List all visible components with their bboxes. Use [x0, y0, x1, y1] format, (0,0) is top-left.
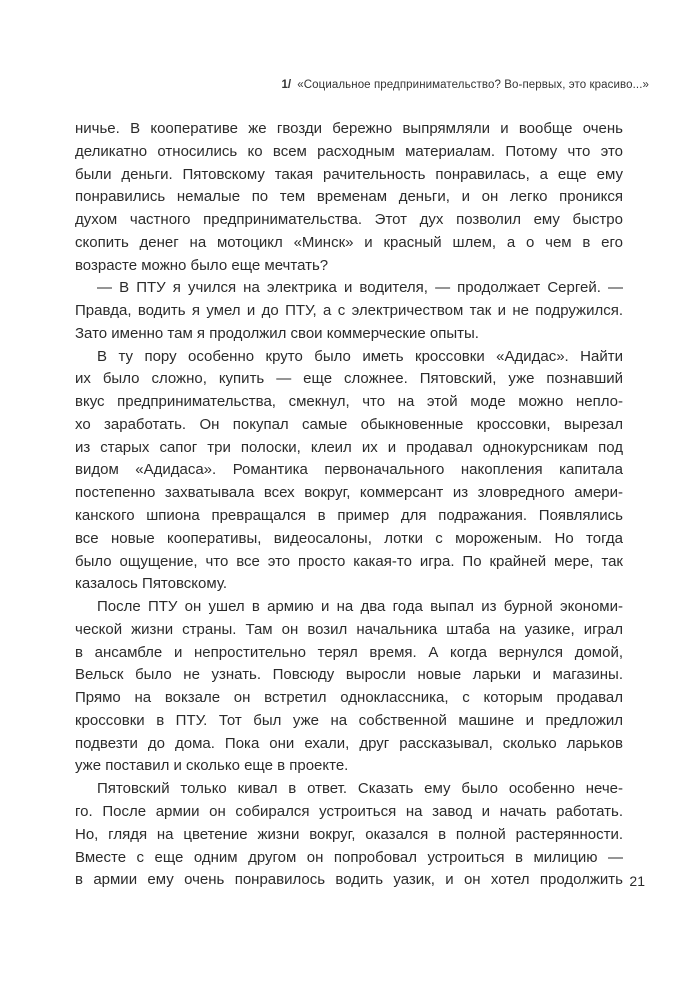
- text-line: Правда, водить я умел и до ПТУ, а с электричеством так и не подружился.: [75, 302, 623, 320]
- text-line: понравились немалые по тем временам деньги, и он легко проникся: [75, 188, 623, 206]
- text-line: го. После армии он собирался устроиться на завод и начать работать.: [75, 802, 623, 820]
- text-line: ничье. В кооперативе же гвозди бережно выпрямляли и вообще очень: [75, 120, 623, 137]
- text-line: было ощущение, что все это просто какая-то игра. По крайней мере, так: [75, 552, 623, 570]
- text-line: из старых сапог три полоски, клеил их и продавал однокурсникам под: [75, 438, 623, 456]
- text-line: были деньги. Пятовскому такая рачительность понравилась, а еще ему: [75, 165, 623, 183]
- text-line: духом частного предпринимательства. Этот дух позволил ему быстро: [75, 211, 623, 229]
- page-number: 21: [629, 873, 645, 889]
- text-line: ческой жизни страны. Там он возил начальника штаба на уазике, играл: [75, 620, 623, 638]
- text-line: канского шпиона превращался в пример для подражания. Появлялись: [75, 507, 623, 525]
- text-line: вкус предпринимательства, смекнул, что на этой моде можно непло-: [75, 393, 623, 411]
- text-line: — В ПТУ я учился на электрика и водителя, — продолжает Сергей. —: [97, 279, 623, 297]
- text-line: Но, глядя на цветение жизни вокруг, оказался в полной растерянности.: [75, 825, 623, 843]
- text-line: возрасте можно было еще мечтать?: [75, 256, 329, 274]
- text-line: постепенно захватывала всех вокруг, коммерсант из зловредного амери-: [75, 484, 623, 502]
- text-line: Зато именно там я продолжил свои коммерческие опыты.: [75, 324, 479, 342]
- text-line: в ансамбле и непростительно терял время. А когда вернулся домой,: [75, 643, 623, 661]
- text-line: хо заработать. Он покупал самые обыкновенные кроссовки, вырезал: [75, 415, 623, 433]
- text-line: казалось Пятовскому.: [75, 575, 227, 593]
- text-line: Вельск было не узнать. Повсюду выросли новые ларьки и магазины.: [75, 666, 623, 684]
- text-line: Прямо на вокзале он встретил одноклассника, с которым продавал: [75, 689, 623, 707]
- text-line: кроссовки в ПТУ. Тот был уже на собственной машине и предложил: [75, 711, 623, 729]
- text-line: в армии ему очень понравилось водить уазик, и он хотел продолжить: [75, 871, 623, 889]
- chapter-number: 1/: [281, 79, 292, 91]
- chapter-title: «Социальное предпринимательство? Во-первых, это красиво...»: [297, 79, 649, 91]
- text-line: подвезти до дома. Пока они ехали, друг рассказывал, сколько ларьков: [75, 734, 623, 752]
- text-line: После ПТУ он ушел в армию и на два года выпал из бурной экономи-: [97, 598, 623, 616]
- text-line: деликатно относились ко всем расходным материалам. Потому что это: [75, 142, 623, 160]
- text-line: Вместе с еще одним другом он попробовал устроиться в милицию —: [75, 848, 623, 866]
- text-line: их было сложно, купить — еще сложнее. Пятовский, уже познавший: [75, 370, 623, 388]
- text-line: все новые кооперативы, видеосалоны, лотки с мороженым. Но тогда: [75, 529, 623, 547]
- body-text: [75, 118, 623, 892]
- text-line: уже поставил и сколько еще в проекте.: [75, 757, 349, 775]
- running-header: [281, 79, 649, 91]
- text-line: скопить денег на мотоцикл «Минск» и красный шлем, а о чем в его: [75, 233, 623, 251]
- text-line: В ту пору особенно круто было иметь кроссовки «Адидас». Найти: [97, 347, 623, 365]
- text-line: Пятовский только кивал в ответ. Сказать ему было особенно нече-: [97, 780, 623, 798]
- text-line: видом «Адидаса». Романтика первоначального накопления капитала: [75, 461, 623, 479]
